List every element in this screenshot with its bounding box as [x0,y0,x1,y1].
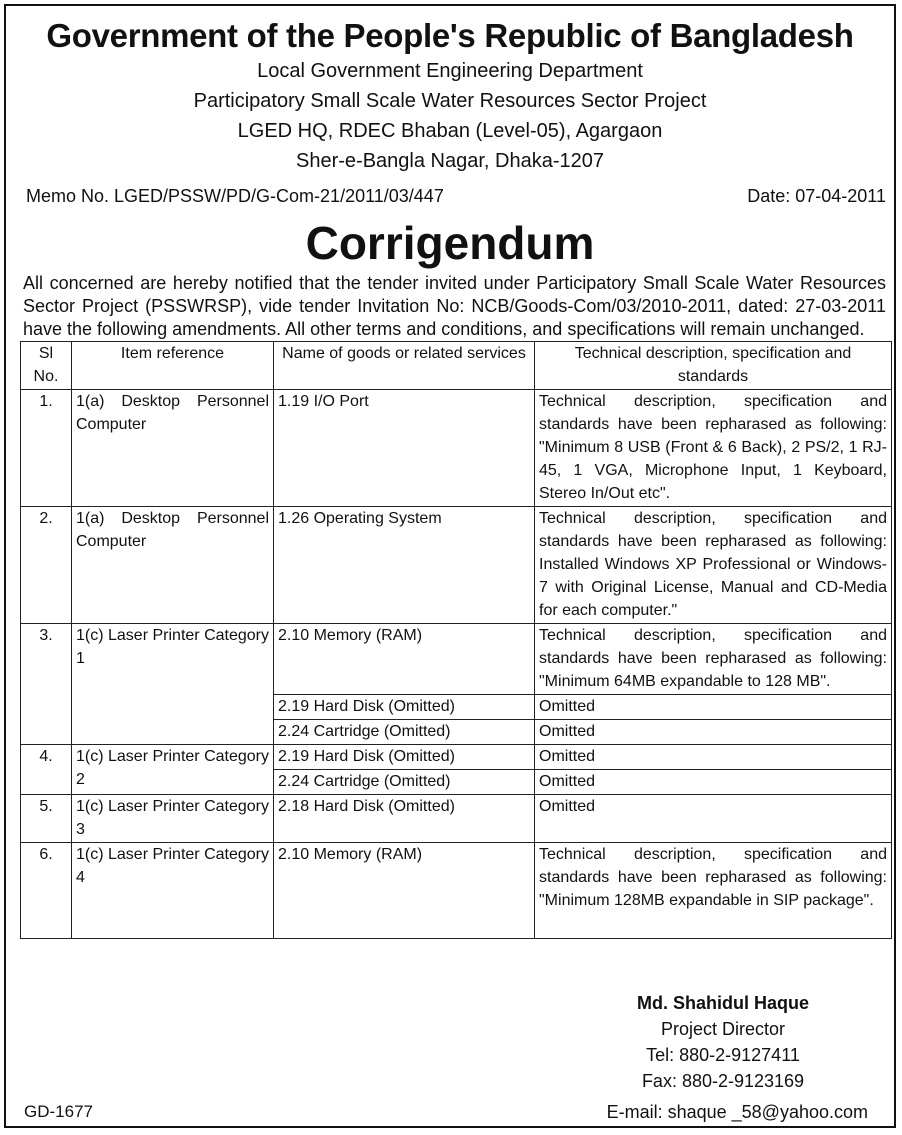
department-line: Local Government Engineering Department [257,60,643,82]
row-item: 1(c) Laser Printer Category 3 [72,795,274,843]
row-item: 1(a) Desktop Personnel Computer [72,507,274,624]
row-sl: 1. [21,390,72,507]
address-line-2: Sher-e-Bangla Nagar, Dhaka-1207 [296,150,604,172]
table-row [21,624,892,695]
header-goods: Name of goods or related services [274,342,535,390]
row-goods: 2.24 Cartridge (Omitted) [274,720,535,745]
row-goods: 2.18 Hard Disk (Omitted) [274,795,535,843]
intro-paragraph: All concerned are hereby notified that the tender invited under Participatory Small Scale Water Resources Sector Project (PSSWRSP), vide tender Invitation No: NCB/Goods-Com/03/2010-2011, dated: 27-03-2011 have the following amendments. All other terms and conditions, and specifications will remain unchanged. [23,273,886,339]
row-item: 1(a) Desktop Personnel Computer [72,390,274,507]
header-tech: Technical description, specification and standards [535,342,892,390]
row-item: 1(c) Laser Printer Category 1 [72,624,274,745]
row-sl: 4. [21,745,72,795]
row-goods: 2.24 Cartridge (Omitted) [274,770,535,795]
row-tech: Technical description, specification and standards have been repharased as following: "Minimum 8 USB (Front & 6 Back), 2 PS/2, 1 RJ-45, 1 VGA, Microphone Input, 1 Keyboard, Stereo In/Out etc". [535,390,892,507]
row-tech: Technical description, specification and standards have been repharased as following: "Minimum 64MB expandable to 128 MB". [535,624,892,695]
row-goods: 2.10 Memory (RAM) [274,843,535,939]
table-row [21,745,892,770]
row-sl: 6. [21,843,72,939]
row-goods: 2.10 Memory (RAM) [274,624,535,695]
row-sl: 2. [21,507,72,624]
project-line: Participatory Small Scale Water Resources Sector Project [193,90,707,112]
memo-date: Date: 07-04-2011 [747,186,886,206]
row-tech: Omitted [535,770,892,795]
address-line-1: LGED HQ, RDEC Bhaban (Level-05), Agargaon [237,120,663,142]
row-sl: 3. [21,624,72,745]
row-tech: Omitted [535,720,892,745]
government-title: Government of the People's Republic of Bangladesh [46,17,854,54]
row-goods: 2.19 Hard Disk (Omitted) [274,745,535,770]
signature-block [578,990,868,1094]
document-title: Corrigendum [305,217,595,269]
table-row [21,507,892,624]
row-goods: 2.19 Hard Disk (Omitted) [274,695,535,720]
signatory-name: Md. Shahidul Haque [636,993,809,1013]
memo-row [6,176,894,208]
header-item: Item reference [72,342,274,390]
row-tech: Omitted [535,795,892,843]
row-sl: 5. [21,795,72,843]
row-tech: Technical description, specification and standards have been repharased as following: Installed Windows XP Professional or Windows-7 with Original License, Manual and CD-Media for each computer." [535,507,892,624]
row-goods: 1.19 I/O Port [274,390,535,507]
notice-page [4,4,896,1128]
signatory-tel: Tel: 880-2-9127411 [646,1045,800,1065]
signatory-designation: Project Director [660,1019,786,1039]
memo-number: Memo No. LGED/PSSW/PD/G-Com-21/2011/03/447 [26,186,444,206]
row-tech: Technical description, specification and standards have been repharased as following: "Minimum 128MB expandable in SIP package". [535,843,892,939]
row-item: 1(c) Laser Printer Category 4 [72,843,274,939]
row-goods: 1.26 Operating System [274,507,535,624]
table-row [21,390,892,507]
row-tech: Omitted [535,695,892,720]
signatory-fax: Fax: 880-2-9123169 [641,1071,805,1091]
row-item: 1(c) Laser Printer Category 2 [72,745,274,795]
row-tech: Omitted [535,745,892,770]
table-header-row [21,342,892,390]
table-row [21,795,892,843]
footer-code: GD-1677 [24,1102,93,1121]
header-sl: Sl No. [21,342,72,390]
amendments-table [20,341,892,939]
signatory-email: E-mail: shaque _58@yahoo.com [606,1102,868,1122]
table-row [21,843,892,939]
